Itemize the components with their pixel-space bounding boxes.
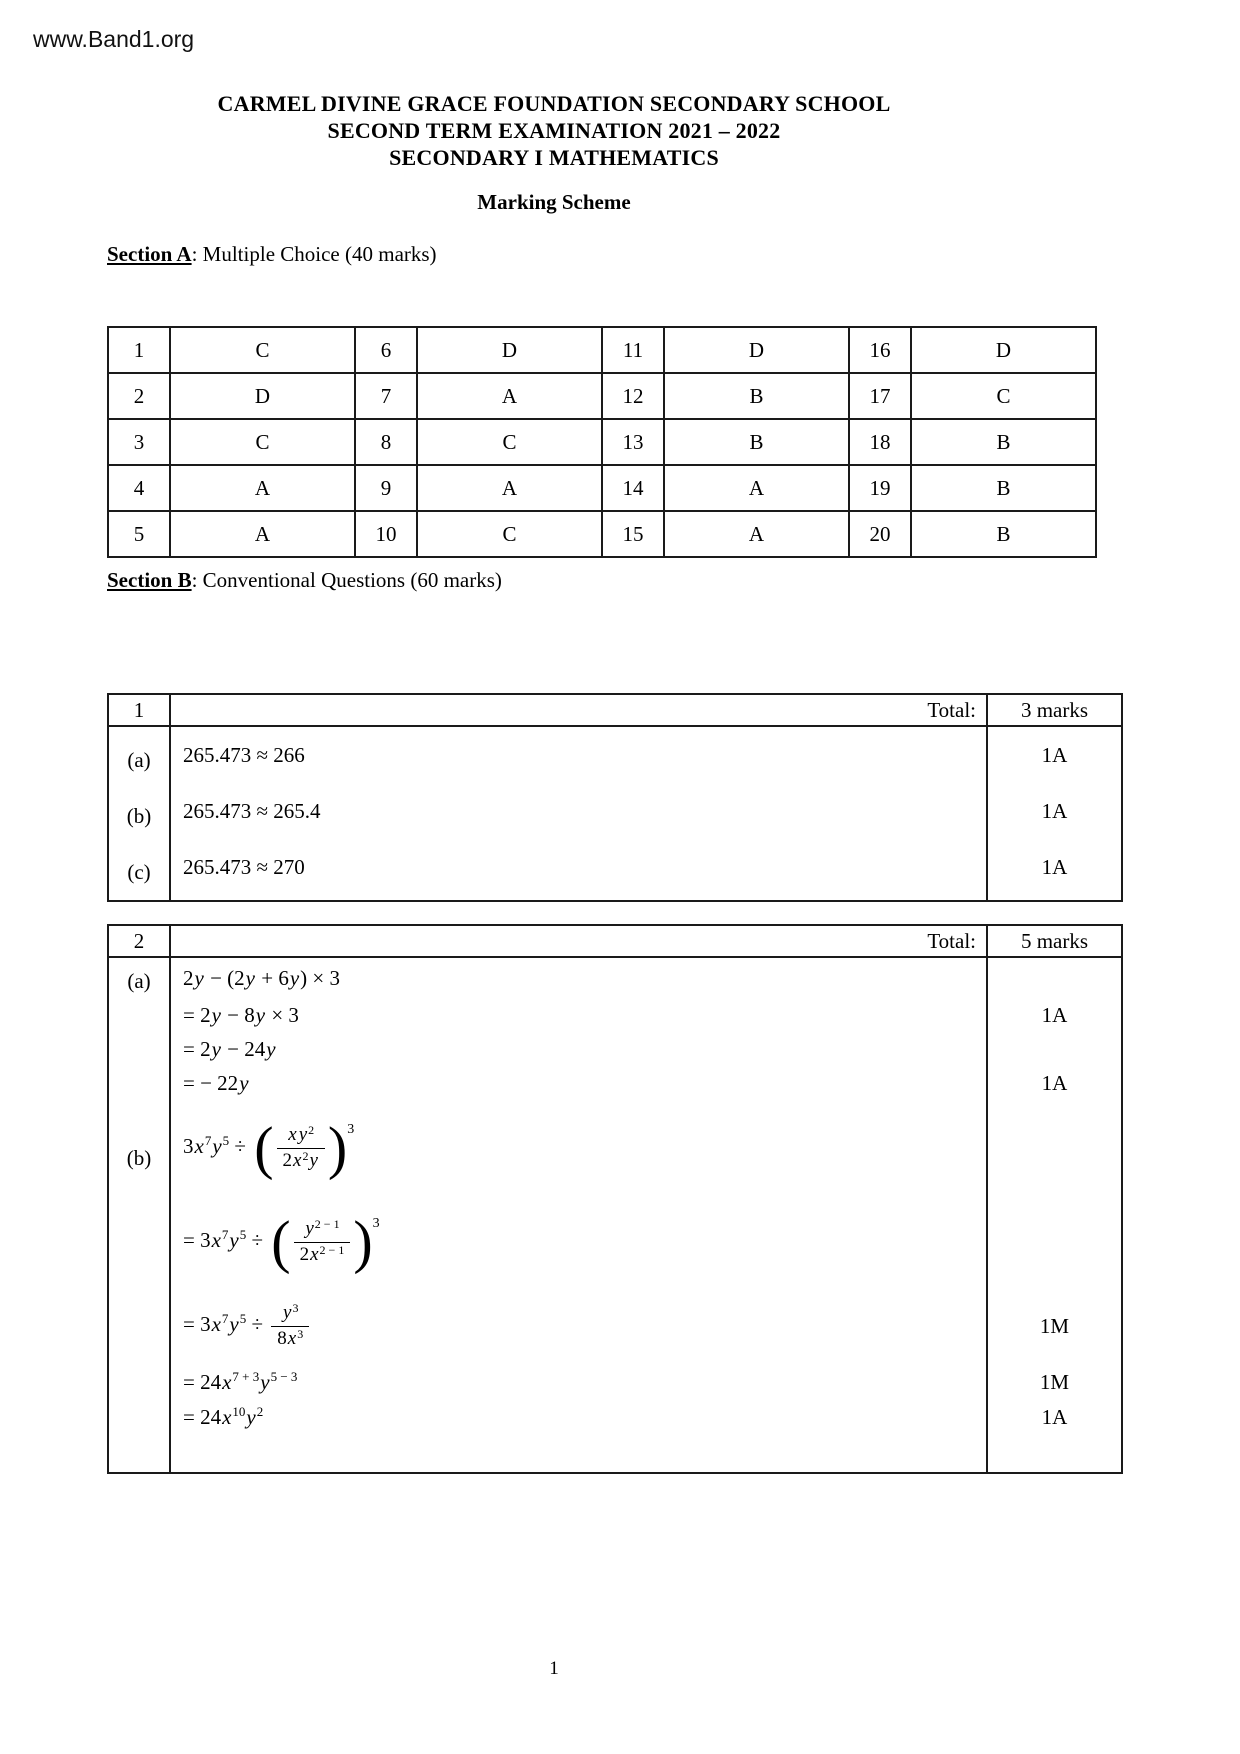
- math-exponent: 5: [239, 1226, 247, 1242]
- math-line: [170, 1400, 987, 1434]
- mark-label: 1A: [987, 726, 1122, 783]
- answer-text: 265.473 ≈ 265.4: [170, 783, 987, 839]
- mc-question-number: 11: [602, 327, 664, 373]
- math-text: = 2: [183, 1002, 211, 1027]
- mc-question-number: 5: [108, 511, 170, 557]
- group-content: [274, 1123, 328, 1174]
- math-text: ÷: [246, 1311, 269, 1336]
- mark-label: [987, 957, 1122, 998]
- q1-row: [108, 839, 1122, 895]
- math-text: 2: [299, 1243, 310, 1265]
- q1-row: [108, 726, 1122, 783]
- q2-row: [108, 1032, 1122, 1066]
- mc-answer: B: [911, 511, 1096, 557]
- mc-answer: D: [911, 327, 1096, 373]
- mark-label: 1M: [987, 1288, 1122, 1364]
- mc-question-number: 14: [602, 465, 664, 511]
- q2-row: [108, 957, 1122, 998]
- section-a-heading: [107, 242, 437, 267]
- question-1-table: [107, 693, 1123, 902]
- math-variable: y: [289, 965, 300, 990]
- part-label: [108, 998, 170, 1032]
- mark-label: [987, 1032, 1122, 1066]
- section-b-heading: [107, 568, 502, 593]
- question-2-total-label: Total:: [170, 925, 987, 957]
- mc-row: [108, 327, 1096, 373]
- math-variable: x: [194, 1133, 204, 1158]
- math-text: × 3: [266, 1002, 299, 1027]
- q2-row: [108, 1400, 1122, 1434]
- math-variable: y: [283, 1301, 292, 1323]
- math-exponent: 3: [292, 1300, 299, 1315]
- math-variable: y: [194, 965, 204, 990]
- watermark: www.Band1.org: [33, 26, 195, 52]
- mc-answer: A: [417, 465, 602, 511]
- math-variable: y: [246, 1404, 256, 1429]
- q2-row: [108, 1100, 1122, 1196]
- mc-row: [108, 465, 1096, 511]
- mc-answer: D: [417, 327, 602, 373]
- mark-label: 1M: [987, 1364, 1122, 1400]
- math-text: ) × 3: [300, 965, 341, 990]
- math-variable: y: [260, 1369, 270, 1394]
- math-variable: x: [222, 1369, 232, 1394]
- math-variable: x: [222, 1404, 232, 1429]
- mc-answer: B: [664, 373, 849, 419]
- filler-cell: [987, 895, 1122, 901]
- math-text: + 6: [256, 965, 289, 990]
- mc-answer: A: [664, 511, 849, 557]
- parenthesized-group: ( $\frac{y^{2 - 1}}{2x^{2 - 1}}$ ) $^3$: [271, 1208, 380, 1275]
- section-a-rest: : Multiple Choice (40 marks): [191, 242, 437, 266]
- mc-answer: A: [664, 465, 849, 511]
- math-text: − (2: [204, 965, 245, 990]
- math-exponent: 2: [308, 1122, 315, 1137]
- mc-question-number: 17: [849, 373, 911, 419]
- filler-cell: [170, 895, 987, 901]
- q1-filler-row: [108, 895, 1122, 901]
- math-variable: y: [229, 1311, 239, 1336]
- section-b-rest: : Conventional Questions (60 marks): [191, 568, 502, 592]
- mc-answer: D: [170, 373, 355, 419]
- math-line: [170, 957, 987, 998]
- mark-label: [987, 1100, 1122, 1196]
- mc-row: [108, 419, 1096, 465]
- title-block: [0, 90, 1108, 171]
- group-exponent: 3: [347, 1121, 355, 1137]
- math-exponent: 2: [256, 1403, 264, 1419]
- exam-title: SECOND TERM EXAMINATION 2021 – 2022: [327, 118, 781, 143]
- part-label: (a): [108, 726, 170, 783]
- math-text: − 8: [221, 1002, 255, 1027]
- mc-row: [108, 373, 1096, 419]
- q2-row: [108, 1364, 1122, 1400]
- fraction-denominator: [271, 1326, 309, 1352]
- math-exponent: 5: [239, 1310, 247, 1326]
- fraction-numerator: [271, 1301, 309, 1326]
- math-text: 2: [183, 965, 194, 990]
- math-exponent: 3: [297, 1326, 304, 1341]
- marking-scheme-heading: Marking Scheme: [477, 190, 631, 214]
- part-label: [108, 1066, 170, 1100]
- mark-label: 1A: [987, 1400, 1122, 1434]
- mc-answer: C: [170, 327, 355, 373]
- answer-text: 265.473 ≈ 270: [170, 839, 987, 895]
- mc-question-number: 20: [849, 511, 911, 557]
- part-label: [108, 1364, 170, 1400]
- school-name: CARMEL DIVINE GRACE FOUNDATION SECONDARY SCHOOL: [217, 91, 891, 116]
- math-line: [170, 1288, 987, 1364]
- math-variable: y: [212, 1133, 222, 1158]
- part-label: (c): [108, 839, 170, 895]
- part-label: (a): [108, 957, 170, 998]
- mc-question-number: 16: [849, 327, 911, 373]
- math-variable: y: [211, 1002, 221, 1027]
- math-exponent: 7: [221, 1226, 229, 1242]
- mark-label: 1A: [987, 783, 1122, 839]
- mc-question-number: 2: [108, 373, 170, 419]
- q2-filler-row: [108, 1434, 1122, 1473]
- part-label: (b): [108, 783, 170, 839]
- mc-question-number: 13: [602, 419, 664, 465]
- math-exponent: 7: [204, 1132, 212, 1148]
- q2-row: [108, 1066, 1122, 1100]
- mc-row: [108, 511, 1096, 557]
- mark-label: 1A: [987, 1066, 1122, 1100]
- math-variable: y: [239, 1070, 249, 1095]
- page-number: 1: [549, 1658, 559, 1679]
- math-exponent: 2 − 1: [314, 1216, 340, 1231]
- q2-row: [108, 1288, 1122, 1364]
- math-text: = 24: [183, 1369, 222, 1394]
- math-variable: x: [310, 1243, 319, 1265]
- question-2-table: [107, 924, 1123, 1474]
- fraction: [271, 1301, 309, 1352]
- math-variable: y: [229, 1227, 239, 1252]
- math-variable: y: [309, 1149, 318, 1171]
- math-text: 8: [277, 1327, 287, 1349]
- math-exponent: 5 − 3: [270, 1368, 298, 1384]
- math-variable: y: [255, 1002, 266, 1027]
- subject-title: SECONDARY I MATHEMATICS: [389, 145, 719, 170]
- math-text: = − 22: [183, 1070, 239, 1095]
- mc-answer: B: [664, 419, 849, 465]
- mc-answer: C: [417, 419, 602, 465]
- part-label: [108, 1032, 170, 1066]
- fraction-denominator: [294, 1242, 351, 1268]
- filler-cell: [108, 895, 170, 901]
- math-text: 3: [183, 1133, 194, 1158]
- mc-answer: C: [911, 373, 1096, 419]
- mc-answer: A: [170, 511, 355, 557]
- math-exponent: 10: [232, 1403, 246, 1419]
- math-variable: y: [298, 1123, 308, 1145]
- mc-question-number: 1: [108, 327, 170, 373]
- math-line: [170, 998, 987, 1032]
- part-label: [108, 1196, 170, 1288]
- mc-question-number: 7: [355, 373, 417, 419]
- mc-question-number: 10: [355, 511, 417, 557]
- math-variable: x: [293, 1149, 302, 1171]
- math-text: = 2: [183, 1036, 211, 1061]
- math-line: [170, 1364, 987, 1400]
- math-variable: x: [287, 1327, 297, 1349]
- mc-question-number: 12: [602, 373, 664, 419]
- question-2-total-marks: 5 marks: [987, 925, 1122, 957]
- math-exponent: 2 − 1: [319, 1242, 345, 1257]
- math-line: [170, 1196, 987, 1288]
- mc-question-number: 6: [355, 327, 417, 373]
- mc-question-number: 18: [849, 419, 911, 465]
- answer-text: 265.473 ≈ 266: [170, 726, 987, 783]
- filler-cell: [987, 1434, 1122, 1473]
- part-label: [108, 1400, 170, 1434]
- math-text: 2: [282, 1149, 293, 1171]
- mc-question-number: 3: [108, 419, 170, 465]
- math-text: = 3: [183, 1227, 211, 1252]
- mc-question-number: 15: [602, 511, 664, 557]
- math-variable: y: [266, 1036, 276, 1061]
- question-1-number: 1: [108, 694, 170, 726]
- part-label: [108, 1288, 170, 1364]
- mc-question-number: 4: [108, 465, 170, 511]
- math-line: [170, 1100, 987, 1196]
- group-content: [291, 1217, 354, 1268]
- math-text: − 24: [221, 1036, 266, 1061]
- math-variable: y: [211, 1036, 221, 1061]
- mc-answer: C: [170, 419, 355, 465]
- math-line: [170, 1066, 987, 1100]
- math-text: ÷: [246, 1227, 269, 1252]
- fraction-numerator: [277, 1123, 325, 1148]
- filler-cell: [170, 1434, 987, 1473]
- mc-question-number: 8: [355, 419, 417, 465]
- math-exponent: 5: [222, 1132, 230, 1148]
- section-a-label: Section A: [107, 242, 192, 266]
- question-1-total-label: Total:: [170, 694, 987, 726]
- multiple-choice-table: [107, 326, 1097, 558]
- mark-label: 1A: [987, 839, 1122, 895]
- mc-answer: B: [911, 419, 1096, 465]
- math-variable: x: [288, 1123, 297, 1145]
- mc-answer: D: [664, 327, 849, 373]
- mc-answer: A: [170, 465, 355, 511]
- fraction-numerator: [294, 1217, 351, 1242]
- mark-label: 1A: [987, 998, 1122, 1032]
- math-text: ÷: [229, 1133, 252, 1158]
- question-2-header-row: [108, 925, 1122, 957]
- math-variable: x: [211, 1227, 221, 1252]
- math-text: = 24: [183, 1404, 222, 1429]
- math-exponent: 7 + 3: [232, 1368, 260, 1384]
- filler-cell: [108, 1434, 170, 1473]
- mc-answer: B: [911, 465, 1096, 511]
- question-1-header-row: [108, 694, 1122, 726]
- q1-row: [108, 783, 1122, 839]
- mc-answer: C: [417, 511, 602, 557]
- math-variable: x: [211, 1311, 221, 1336]
- parenthesized-group: ( $\frac{x y^2}{2x^2y}$ ) $^3$: [254, 1114, 355, 1181]
- math-exponent: 7: [221, 1310, 229, 1326]
- part-label: (b): [108, 1100, 170, 1196]
- fraction: [294, 1217, 351, 1268]
- question-2-number: 2: [108, 925, 170, 957]
- math-line: [170, 1032, 987, 1066]
- mc-question-number: 19: [849, 465, 911, 511]
- q2-row: [108, 998, 1122, 1032]
- mc-answer: A: [417, 373, 602, 419]
- math-exponent: 2: [302, 1148, 309, 1163]
- section-b-label: Section B: [107, 568, 192, 592]
- q2-row: [108, 1196, 1122, 1288]
- mc-question-number: 9: [355, 465, 417, 511]
- mark-label: [987, 1196, 1122, 1288]
- fraction-denominator: [277, 1148, 325, 1174]
- group-exponent: 3: [372, 1215, 380, 1231]
- fraction: [277, 1123, 325, 1174]
- math-text: = 3: [183, 1311, 211, 1336]
- question-1-total-marks: 3 marks: [987, 694, 1122, 726]
- math-variable: y: [305, 1217, 314, 1239]
- math-variable: y: [245, 965, 255, 990]
